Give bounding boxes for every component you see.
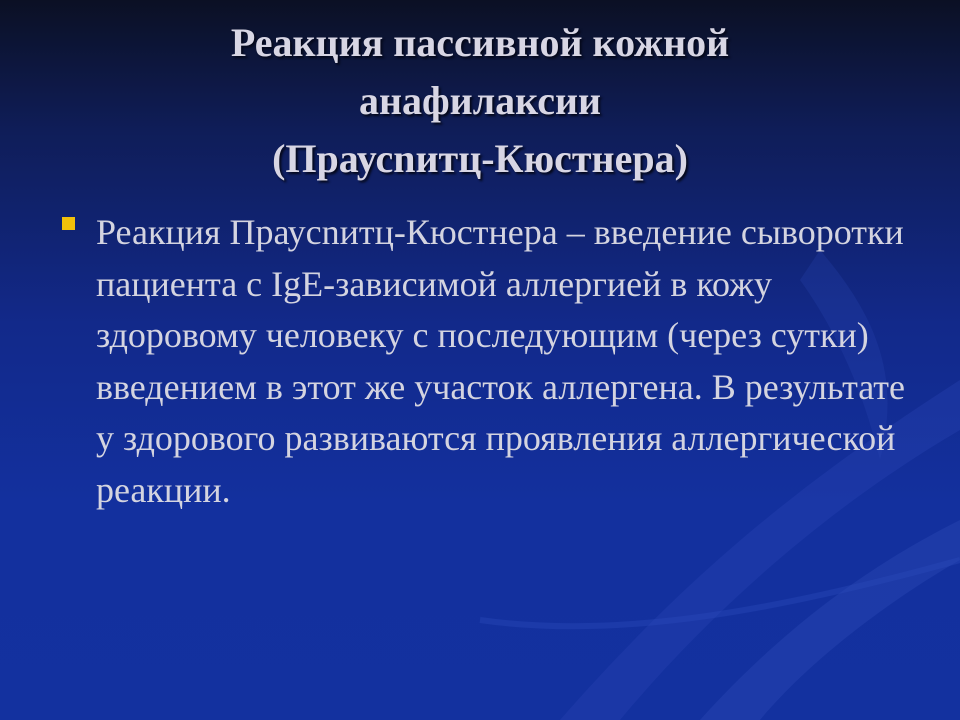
bullet-text: Реакция Праусnитц-Кюстнера – введение сыворотки пациента с IgE-зависимой аллергией в кожу здоровому человеку с последующим (через сутки) введением в этот же участок аллергена. В результате у здорового развиваются проявления аллергической реакции. bbox=[96, 212, 905, 510]
bullet-item bbox=[60, 207, 910, 516]
slide-title bbox=[40, 14, 920, 188]
title-line-3: (Праусnитц-Кюстнера) bbox=[272, 136, 688, 181]
square-bullet-icon bbox=[62, 217, 75, 230]
title-line-2: анафилаксии bbox=[358, 78, 602, 123]
title-line-1: Реакция пассивной кожной bbox=[230, 20, 730, 65]
